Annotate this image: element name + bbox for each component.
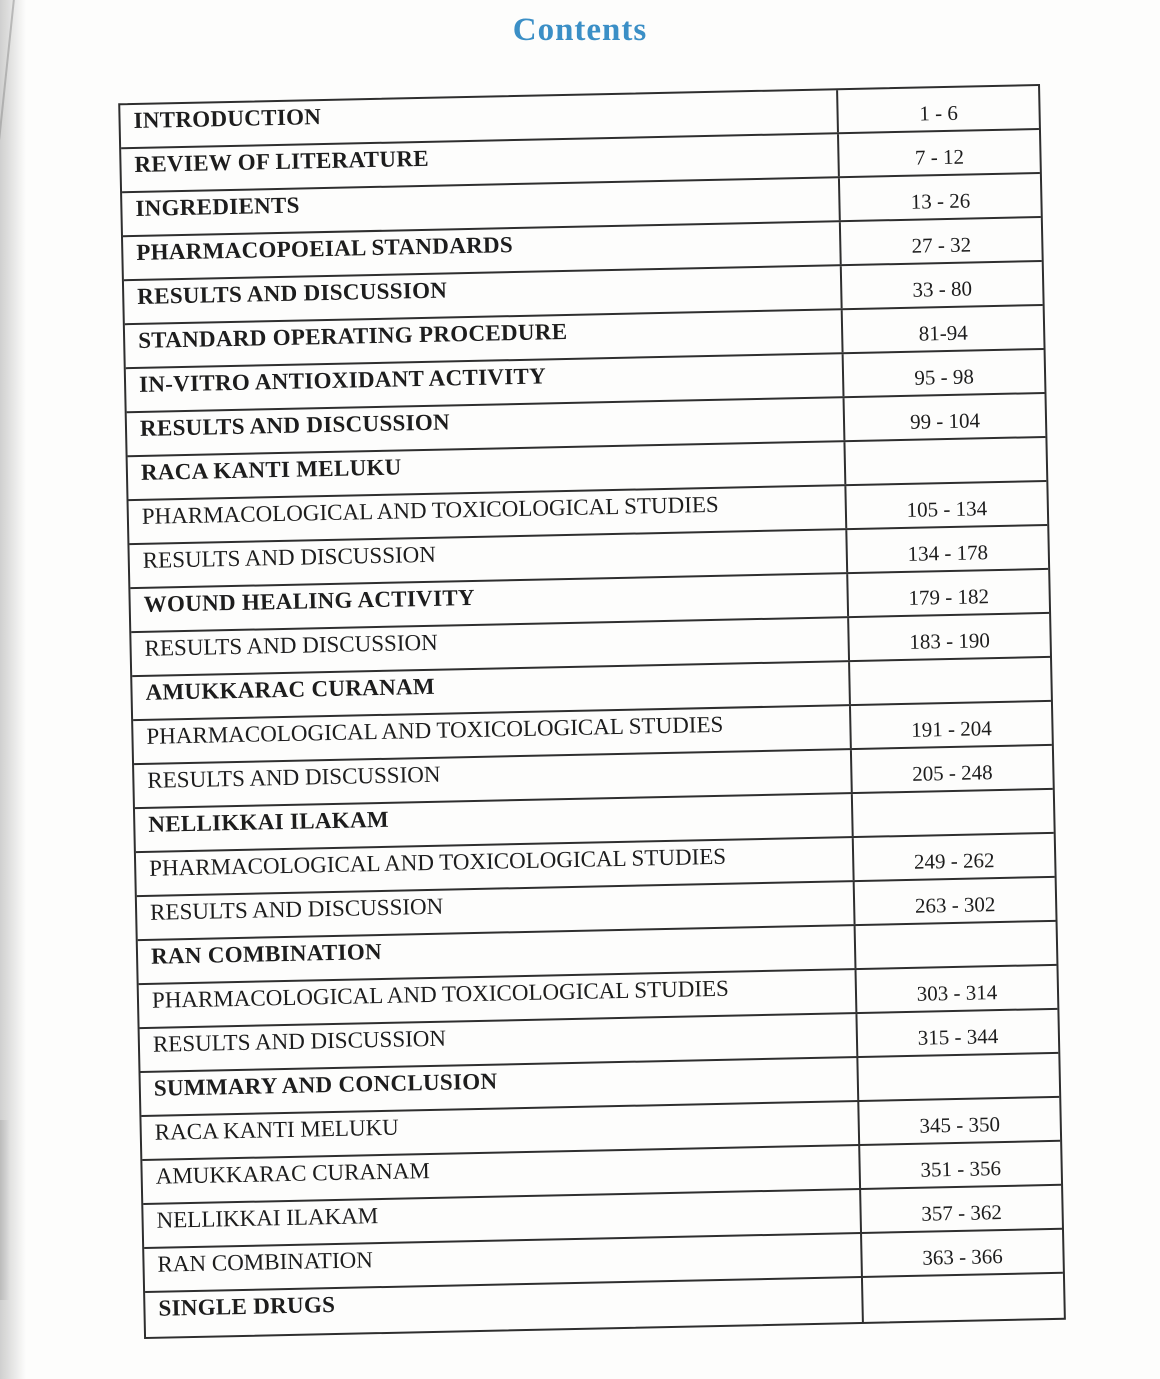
toc-entry-label: AMUKKARAC CURANAM <box>145 673 436 705</box>
toc-entry-label: RAN COMBINATION <box>150 938 383 969</box>
toc-entry-pages: 105 - 134 <box>844 482 1047 528</box>
toc-entry-pages: 351 - 356 <box>858 1142 1061 1188</box>
toc-entry-label: RACA KANTI MELUKU <box>154 1114 400 1145</box>
toc-entry-label: PHARMACOLOGICAL AND TOXICOLOGICAL STUDIES <box>141 491 719 529</box>
toc-entry-label: NELLIKKAI ILAKAM <box>156 1203 379 1233</box>
toc-entry-label: RESULTS AND DISCUSSION <box>136 277 448 309</box>
toc-entry-label: RESULTS AND DISCUSSION <box>147 761 441 793</box>
toc-entry-label: IN-VITRO ANTIOXIDANT ACTIVITY <box>138 363 547 397</box>
toc-entry-pages: 99 - 104 <box>843 394 1046 440</box>
toc-entry-label: REVIEW OF LITERATURE <box>134 145 430 177</box>
toc-entry-pages: 263 - 302 <box>853 878 1056 924</box>
toc-entry-pages: 179 - 182 <box>846 570 1049 616</box>
page-edge-shadow <box>0 0 26 1379</box>
page-edge-smudge <box>0 1120 10 1300</box>
toc-entry-pages: 13 - 26 <box>838 174 1041 220</box>
toc-entry-label: RACA KANTI MELUKU <box>140 454 402 485</box>
toc-entry-label: WOUND HEALING ACTIVITY <box>143 584 476 617</box>
toc-entry-pages: 345 - 350 <box>857 1098 1060 1144</box>
toc-entry-label: SINGLE DRUGS <box>158 1292 336 1321</box>
toc-entry-pages: 27 - 32 <box>839 218 1042 264</box>
toc-entry-label: PHARMACOLOGICAL AND TOXICOLOGICAL STUDIES <box>151 975 730 1013</box>
toc-entry-pages: 95 - 98 <box>842 350 1045 396</box>
toc-wrapper <box>118 84 1066 1339</box>
toc-entry-pages <box>854 922 1057 968</box>
toc-entry-pages <box>848 658 1051 704</box>
toc-entry-label: PHARMACOLOGICAL AND TOXICOLOGICAL STUDIES <box>148 843 727 881</box>
toc-entry-label: SUMMARY AND CONCLUSION <box>153 1068 498 1101</box>
toc-entry-label: STANDARD OPERATING PROCEDURE <box>137 318 568 353</box>
toc-entry-label: RESULTS AND DISCUSSION <box>139 409 451 441</box>
toc-entry-label: RESULTS AND DISCUSSION <box>149 893 444 925</box>
toc-entry-label: PHARMACOLOGICAL AND TOXICOLOGICAL STUDIES <box>146 711 724 749</box>
toc-entry-pages: 303 - 314 <box>855 966 1058 1012</box>
toc-entry-label: NELLIKKAI ILAKAM <box>148 806 390 837</box>
toc-entry-pages: 191 - 204 <box>849 702 1052 748</box>
contents-table <box>118 84 1066 1339</box>
toc-entry-label: RESULTS AND DISCUSSION <box>142 541 437 573</box>
page-title: Contents <box>512 12 648 48</box>
toc-entry-pages: 363 - 366 <box>860 1230 1063 1276</box>
toc-entry-pages: 315 - 344 <box>855 1010 1058 1056</box>
toc-entry-pages <box>856 1054 1059 1100</box>
toc-entry-pages: 81-94 <box>841 306 1044 352</box>
toc-entry-label: RESULTS AND DISCUSSION <box>144 629 438 661</box>
toc-entry-pages: 33 - 80 <box>840 262 1043 308</box>
toc-entry-label: INGREDIENTS <box>135 192 300 221</box>
toc-entry-pages <box>851 790 1054 836</box>
toc-entry-label: RAN COMBINATION <box>157 1247 374 1277</box>
toc-entry-label: PHARMACOPOEIAL STANDARDS <box>136 232 514 265</box>
toc-entry-label: INTRODUCTION <box>133 104 322 133</box>
toc-entry-pages: 134 - 178 <box>845 526 1048 572</box>
toc-entry-pages <box>861 1274 1064 1322</box>
toc-entry-pages: 7 - 12 <box>837 130 1040 176</box>
toc-entry-pages: 249 - 262 <box>852 834 1055 880</box>
toc-entry-pages: 357 - 362 <box>859 1186 1062 1232</box>
toc-entry-label: RESULTS AND DISCUSSION <box>152 1025 447 1057</box>
toc-entry-pages: 1 - 6 <box>836 86 1039 132</box>
toc-entry-pages: 183 - 190 <box>847 614 1050 660</box>
toc-entry-pages: 205 - 248 <box>850 746 1053 792</box>
toc-entry-label: AMUKKARAC CURANAM <box>155 1158 431 1189</box>
toc-entry-pages <box>843 438 1046 484</box>
